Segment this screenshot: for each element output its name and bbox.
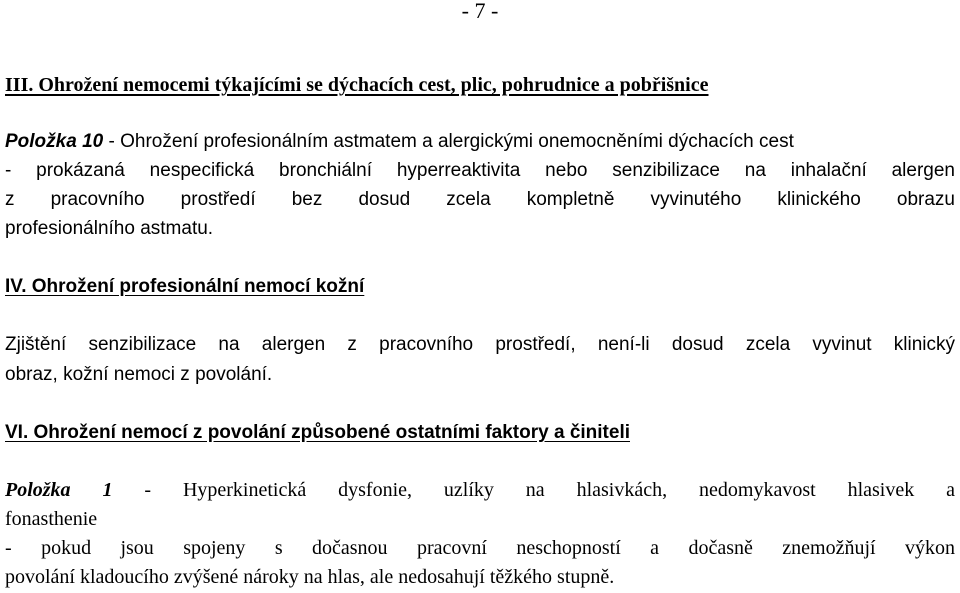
page-number: - 7 -: [461, 0, 499, 23]
section-3-line-2: - prokázaná nespecifická bronchiální hyperreaktivita nebo senzibilizace na inhalační alergen: [5, 160, 955, 181]
section-3-heading: III. Ohrožení nemocemi týkajícími se dýchacích cest, plic, pohrudnice a pobřišnice: [5, 74, 709, 96]
section-6-line-3: - pokud jsou spojeny s dočasnou pracovní neschopností a dočasně znemožňují výkon: [5, 537, 955, 559]
section-3-line-4: profesionálního astmatu.: [5, 218, 214, 239]
section-6-line-4: povolání kladoucího zvýšené nároky na hlas, ale nedosahují těžkého stupně.: [5, 566, 615, 588]
section-6-line-1-text: - Hyperkinetická dysfonie, uzlíky na hlasivkách, nedomykavost hlasivek a: [112, 479, 956, 501]
section-6-line-2: fonasthenie: [5, 508, 98, 530]
section-3-line-3: z pracovního prostředí bez dosud zcela kompletně vyvinutého klinického obrazu: [5, 189, 955, 210]
section-6-line-1: [5, 477, 955, 503]
section-6-item-label: Položka 1: [5, 479, 113, 501]
section-3-line-1-text: - Ohrožení profesionálním astmatem a alergickými onemocněními dýchacích cest: [103, 131, 794, 152]
section-4-line-1: Zjištění senzibilizace na alergen z pracovního prostředí, není-li dosud zcela vyvinut klinický: [5, 334, 955, 355]
section-4-heading: IV. Ohrožení profesionální nemocí kožní: [5, 276, 365, 297]
section-4-line-2: obraz, kožní nemoci z povolání.: [5, 364, 273, 385]
section-3-item-label: Položka 10: [5, 131, 104, 152]
section-3-line-1: [5, 129, 955, 155]
section-6-heading: VI. Ohrožení nemocí z povolání způsobené ostatními faktory a činiteli: [5, 422, 630, 443]
